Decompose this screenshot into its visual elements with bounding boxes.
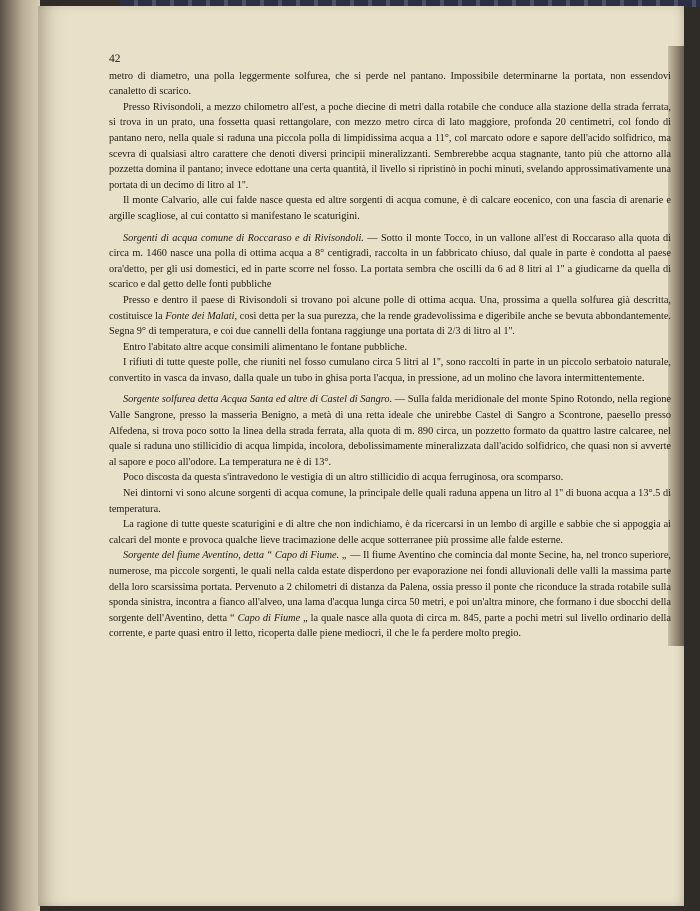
book-spine [0,0,40,911]
paragraph-7: I rifiuti di tutte queste polle, che riuniti nel fosso cumulano circa 5 litri al 1'', sono raccolti in parte in un piccolo serbatoio naturale, convertito in vasca da invaso, dalla quale un tubo in ghisa porta l'acqua, in pressione, ad un molino che lavora intermittentemente. [109,357,671,384]
paragraph-roccaraso [109,231,671,293]
paragraph-text: Presso e dentro il paese di Rivisondoli si trovano poi alcune polle di ottima acqua. Una, prossima a quella solfurea già descritta, costituisce la [109,294,671,322]
paragraph-text: „ la quale nasce alla quota di circa m. 845, parte a pochi metri sul livello ordinario della corrente, e parte quasi entro il letto, ricoperta dalle piene mediocri, il che le fa perdere molto pregio. [109,612,671,640]
section-heading-aventino: Sorgente del fiume Aventino, detta “ Capo di Fiume. „ [123,550,348,562]
paragraph-6: Entro l'abitato altre acque consimili alimentano le fontane pubbliche. [123,341,408,353]
paragraph-text: , così detta per la sua purezza, che la rende gradevolissima e digeribile anche se bevuta abbondantemente. Segna 9° di temperatura, e coi due cannelli della fontana raggiunge una portata di 2/3 di litro al 1''. [109,310,672,338]
paragraph-fonte-malati [109,293,671,340]
section-heading-roccaraso: Sorgenti di acqua comune di Roccaraso e di Rivisondoli. [123,232,364,244]
page-number: 42 [109,53,121,65]
paragraph-9: Poco discosta da questa s'intravedono le vestigia di un altro stillicidio di acqua ferruginosa, ora scomparso. [123,472,564,484]
paragraph-acqua-santa [109,392,671,470]
fonte-dei-malati-name: Fonte dei Malati [165,310,235,322]
paragraph-aventino [109,548,671,642]
paragraph-10: Nei dintorni vi sono alcune sorgenti di acqua comune, la principale delle quali raduna appena un litro al 1'' di buona acqua a 13°.5 di temperatura. [109,488,671,515]
paragraph-text: — Sulla falda meridionale del monte Spino Rotondo, nella regione Valle Sangrone, presso la masseria Benigno, a metà di una retta ideale che unirebbe Castel di Sangro a Scontrone, paesello presso Alfedena, si trova poco sotto la linea della strada ferrata, alla quota di m. 890 circa, un pozzetto formato da quattro lastre calcaree, nel quale si raduna uno stillicidio di acqua limpida, incolora, debolissimamente mineralizzata dall'acido solfidrico, che quasi non si avverte al sapore e poco all'odore. La temperatura ne è di 13°. [109,394,671,468]
section-heading-acqua-santa: Sorgente solfurea detta Acqua Santa ed altre di Castel di Sangro. [123,394,393,406]
paragraph-text: — Il fiume Aventino che comincia dal monte Secine, ha, nel tronco superiore, numerose, ma piccole sorgenti, le quali nella calda estate disperdono per evaporazione nei fondi alluvionali delle valli la massima parte della loro scarsissima portata. Pervenuto a 2 chilometri di distanza da Palena, ossia presso il ponte che riconduce la strada rotabile sulla sponda sinistra, incontra a fianco all'alveo, una lama d'acqua lunga circa 50 metri, e poi un'altra minore, che formano i due sbocchi della sorgente dell'Aventino, detta “ [109,550,672,624]
paragraph-text: — Sotto il monte Tocco, in un vallone all'est di Roccaraso alla quota di circa m. 1460 nasce una polla di ottima acqua a 8° centigradi, raccolta in un fabbricato chiuso, dal quale in parte è condotta al paese ora'detto, per gli usi domestici, ed in parte scorre nel fosso. La portata sembra che oscilli da 6 ad 8 litri al 1'' a giudicarne da quella di scarico e dal getto delle fonti pubbliche [109,232,671,291]
paragraph-1: metro di diametro, una polla leggermente solfurea, che si perde nel pantano. Impossibile determinarne la portata, non essendovi canaletto di scarico. [109,70,671,98]
paragraph-3: Il monte Calvario, alle cui falde nasce questa ed altre sorgenti di acqua comune, è di calcare eocenico, con una fascia di arenarie e argille scagliose, al cui contatto si manifestano le scaturigini. [109,195,671,222]
capo-di-fiume-name: Capo di Fiume [237,612,301,624]
paragraph-11: La ragione di tutte queste scaturigini e di altre che non indichiamo, è da ricercarsi in un lembo di argille e sabbie che si appoggia ai calcari del monte e provoca qualche lieve tracimazione delle acque sotterranee più prossime alle falde esterne. [109,519,671,546]
page-content [109,52,671,642]
paragraph-2: Presso Rivisondoli, a mezzo chilometro all'est, a poche diecine di metri dalla rotabile che conduce alla stazione della strada ferrata, si trova in un prato, una fossetta quasi rettangolare, con mezzo metro circa di lato maggiore, profonda 20 centimetri, col fondo di pantano nero, nella quale si raduna una piccola polla di limpidissima acqua a 11°, col marcato odore e sapore dell'acido solfidrico, ma scevra di qualsiasi altro carattere che denoti diversi principii mineralizzanti. Sembrerebbe acqua stagnante, tanto più che attorno alla pozzetta domina il pantano; invece edottane una certa quantità, il livello si ripristinò in pochi minuti, svelando approssimativamente una portata di un decimo di litro al 1''. [109,101,671,191]
